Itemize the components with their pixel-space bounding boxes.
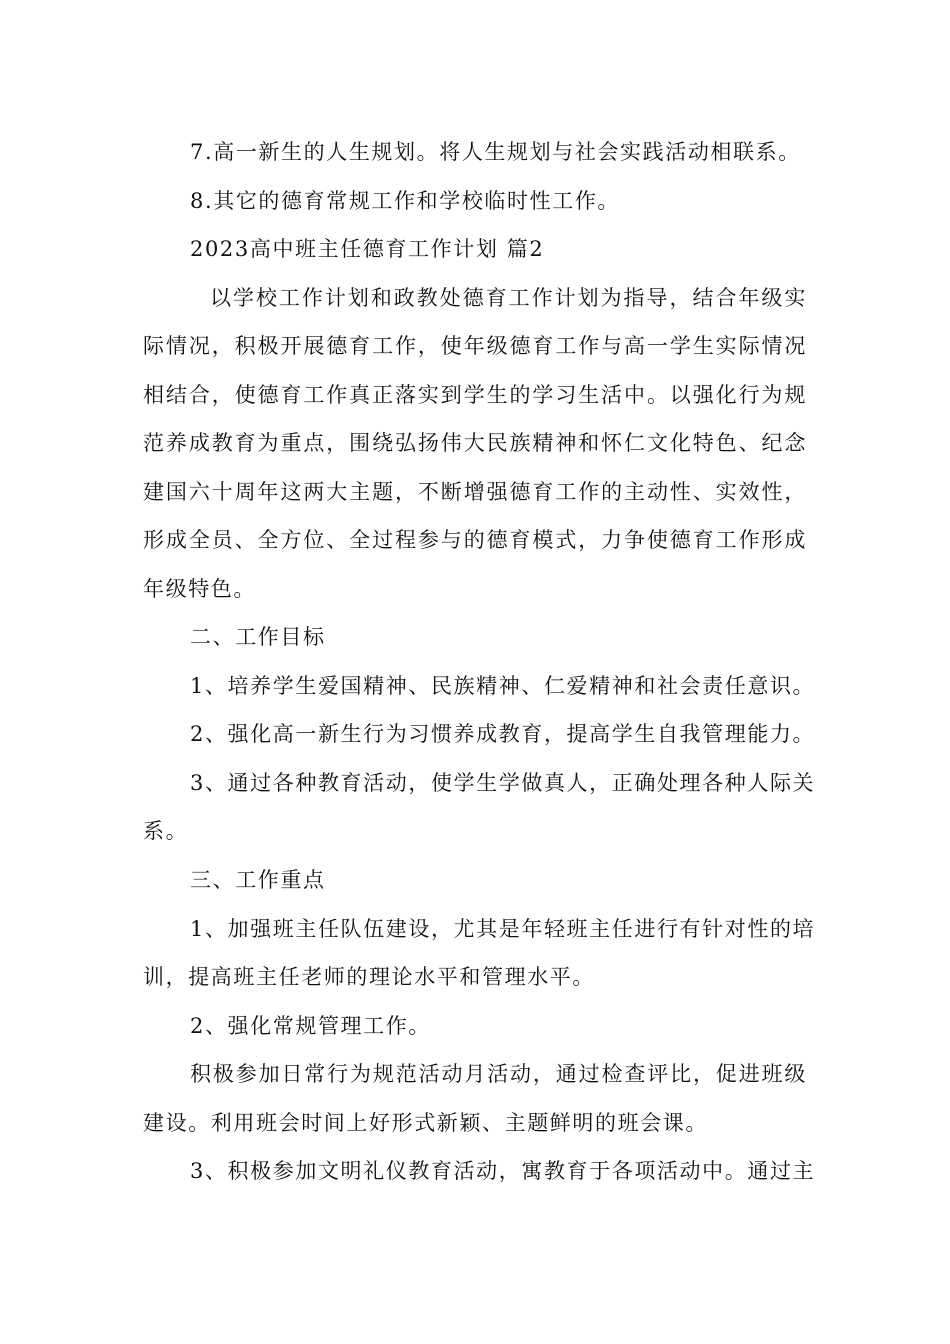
goal-item: 1、培养学生爱国精神、民族精神、仁爱精神和社会责任意识。 [190, 674, 816, 698]
heading-focus: 三、工作重点 [190, 868, 326, 892]
paragraph-line: 建国六十周年这两大主题，不断增强德育工作的主动性、实效性， [143, 480, 807, 504]
goal-item: 2、强化高一新生行为习惯养成教育，提高学生自我管理能力。 [190, 722, 816, 746]
paragraph-line: 建设。利用班会时间上好形式新颖、主题鲜明的班会课。 [143, 1111, 708, 1135]
paragraph-line: 际情况，积极开展德育工作，使年级德育工作与高一学生实际情况 [143, 334, 807, 358]
focus-item: 1、加强班主任队伍建设，尤其是年轻班主任进行有针对性的培 [190, 917, 816, 941]
section-title: 2023高中班主任德育工作计划 篇2 [190, 237, 545, 261]
goal-item: 3、通过各种教育活动，使学生学做真人，正确处理各种人际关 [190, 771, 816, 795]
list-item-8: 8.其它的德育常规工作和学校临时性工作。 [190, 189, 621, 213]
goal-item: 系。 [143, 819, 189, 843]
paragraph-line: 相结合，使德育工作真正落实到学生的学习生活中。以强化行为规 [143, 383, 807, 407]
paragraph-line: 形成全员、全方位、全过程参与的德育模式，力争使德育工作形成 [143, 528, 807, 552]
focus-item: 3、积极参加文明礼仪教育活动，寓教育于各项活动中。通过主 [190, 1159, 816, 1183]
paragraph-line: 以学校工作计划和政教处德育工作计划为指导，结合年级实 [210, 286, 807, 310]
focus-item: 2、强化常规管理工作。 [190, 1014, 431, 1038]
list-item-7: 7.高一新生的人生规划。将人生规划与社会实践活动相联系。 [190, 140, 801, 164]
focus-item: 训，提高班主任老师的理论水平和管理水平。 [143, 965, 595, 989]
heading-goals: 二、工作目标 [190, 625, 326, 649]
paragraph-line: 积极参加日常行为规范活动月活动，通过检查评比，促进班级 [190, 1062, 807, 1086]
paragraph-line: 范养成教育为重点，围绕弘扬伟大民族精神和怀仁文化特色、纪念 [143, 431, 807, 455]
paragraph-line: 年级特色。 [143, 577, 256, 601]
